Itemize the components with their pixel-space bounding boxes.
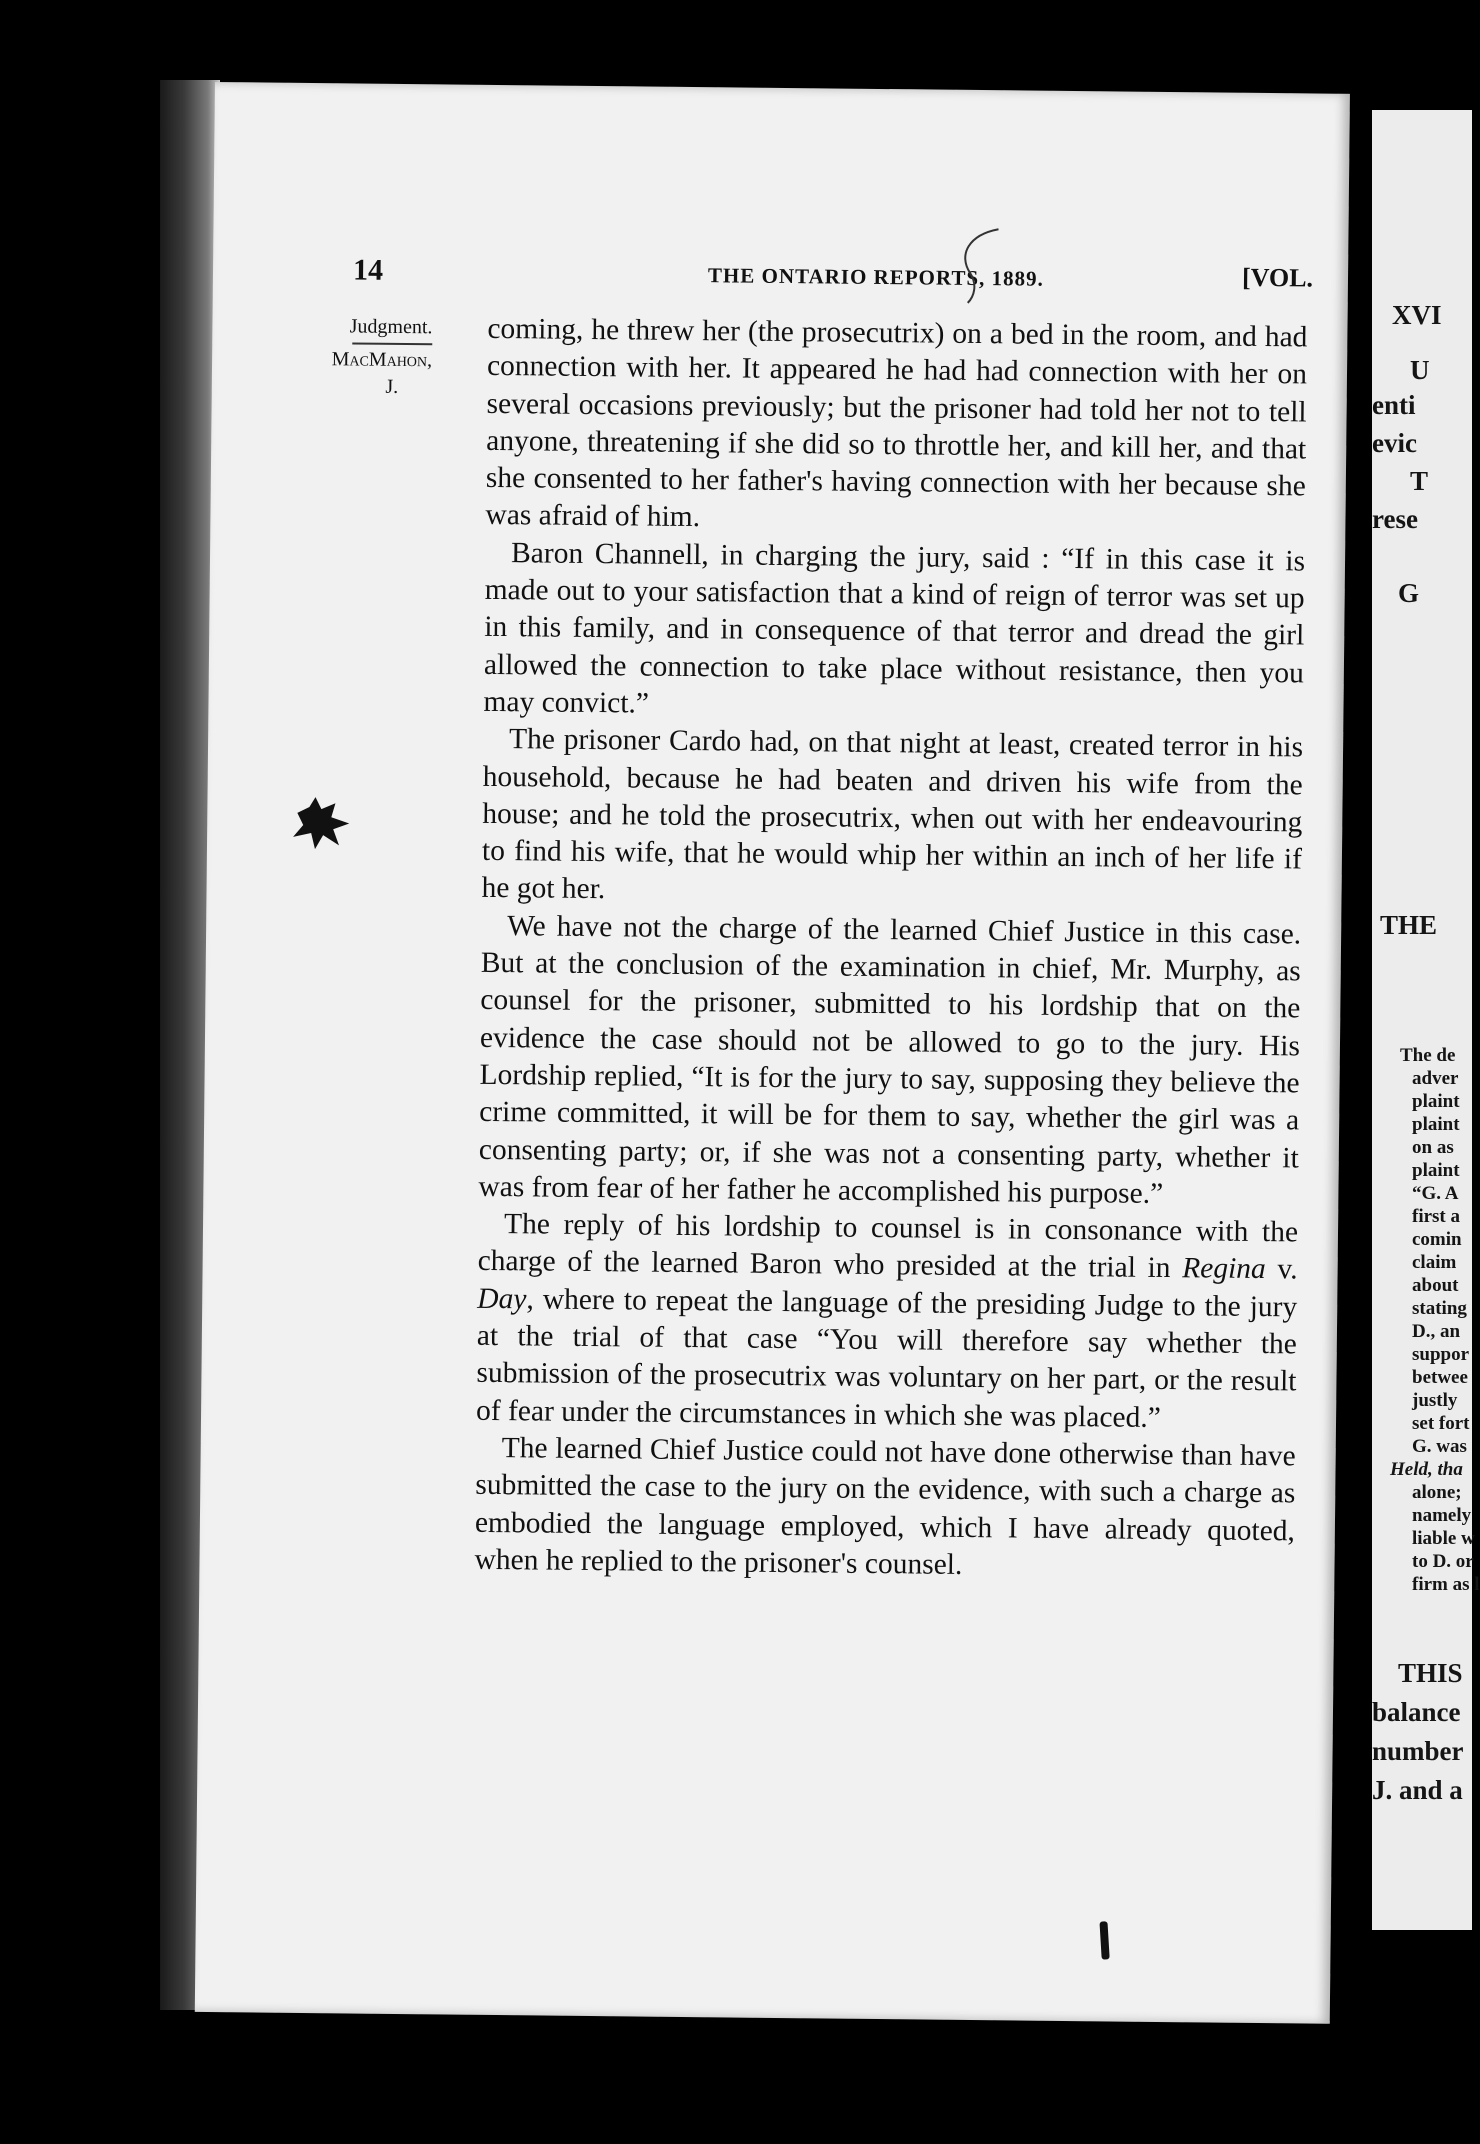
right-headnote-line: first a (1412, 1206, 1461, 1227)
right-line: rese (1372, 504, 1418, 534)
right-headnote-line: set fort (1412, 1413, 1470, 1434)
paragraph-6: The learned Chief Justice could not have done otherwise than have submitted the case to the jury on the evidence, with such a charge as embodied the language employed, which I have already quoted, when he replied to the prisoner's counsel. (474, 1431, 1296, 1581)
right-headnote-line: plaint (1412, 1114, 1460, 1135)
paragraph-5-text-b: , where to repeat the language of the presiding Judge to the jury at the trial of that case “You will therefore say whether the submission of the prosecutrix was voluntary on her part, or the result of fear under the circumstances in which she was placed.” (475, 1283, 1298, 1434)
paragraph-5 (476, 1206, 1298, 1438)
page-number: 14 (352, 253, 384, 287)
judge-name: MacMahon, (331, 348, 433, 372)
right-headnote-line: The de (1400, 1045, 1456, 1066)
case-name-regina: Regina (1182, 1252, 1266, 1286)
margin-rule (352, 342, 432, 345)
right-headnote-line: alone; (1412, 1482, 1462, 1503)
right-headnote-line: betwee (1412, 1367, 1468, 1388)
right-headnote-line: adver (1412, 1068, 1459, 1089)
right-headnote-line: plaint (1412, 1091, 1460, 1112)
right-headnote-line: “G. A (1412, 1183, 1459, 1204)
case-versus: v. (1265, 1253, 1298, 1286)
right-headnote-line: about (1412, 1275, 1459, 1296)
margin-note (312, 313, 433, 401)
page-header (353, 253, 1313, 303)
right-line: enti (1372, 390, 1416, 420)
margin-heading: Judgment. (349, 315, 433, 339)
paragraph-5-text-a: The reply of his lordship to counsel is in consonance with the charge of the learned Baron who presided at the trial in (477, 1208, 1299, 1285)
right-line: T (1410, 466, 1429, 496)
right-headnote-line: G. was (1412, 1436, 1467, 1457)
volume-label: [VOL. (1241, 262, 1314, 293)
right-headnote-line: firm as l (1412, 1574, 1480, 1595)
judge-initial: J. (385, 375, 399, 398)
ink-blot-stain (287, 793, 358, 854)
running-head: THE ONTARIO REPORTS, 1889. (707, 263, 1044, 291)
right-line: number (1372, 1736, 1464, 1766)
right-headnote-line: comin (1412, 1229, 1462, 1250)
right-page-edge (1372, 110, 1480, 1930)
right-line: THIS (1398, 1658, 1463, 1688)
right-headnote-line: namely (1412, 1505, 1472, 1526)
right-headnote-line: plaint (1412, 1160, 1460, 1181)
right-line: balance (1372, 1697, 1461, 1727)
right-headnote-line: D., an (1412, 1321, 1461, 1342)
right-headnote-line: suppor (1412, 1344, 1470, 1365)
right-headnote-line: on as (1412, 1137, 1454, 1158)
judgment-body (474, 311, 1307, 1588)
right-headnote-line: liable w (1412, 1528, 1475, 1549)
right-line: G (1398, 578, 1420, 608)
paragraph-3: The prisoner Cardo had, on that night at least, created terror in his household, because he had beaten and driven his wife from the house; and he told the prosecutrix, when out with her endeavouring to find his wife, that he would whip her within an inch of her life if he got her. (481, 723, 1304, 906)
case-name-day: Day (477, 1282, 527, 1316)
ink-mark (1099, 1921, 1109, 1959)
right-headnote-line: Held, tha (1390, 1459, 1463, 1480)
right-header: XVI (1392, 300, 1442, 330)
paragraph-1: coming, he threw her (the prosecutrix) on a bed in the room, and had connection with her. It appeared he had had connection with her on several occasions previously; but the prisoner had told her not to tell anyone, threatening if she did so to throttle her, and kill her, and that she consented to her father's having connection with her because she was afraid of him. (485, 312, 1308, 534)
right-headnote-line: stating (1412, 1298, 1467, 1319)
left-page (195, 82, 1350, 2024)
paragraph-4: We have not the charge of the learned Chief Justice in this case. But at the conclusion of the examination in chief, Mr. Murphy, as counsel for the prisoner, submitted to his lordship that on the evidence the case should not be allowed to go to the jury. His Lordship replied, “It is for the jury to say, supposing they believe the crime committed, it will be for them to say, whether the girl was a consenting party; or, if she was not a consenting party, whether it was from fear of her father he accomplished his purpose.” (478, 909, 1302, 1210)
right-headnote-line: to D. or (1412, 1551, 1474, 1572)
right-line: evic (1372, 428, 1417, 458)
paragraph-2: Baron Channell, in charging the jury, said : “If in this case it is made out to your satisfaction that a kind of reign of terror was set up in this family, and in consequence of that terror and dread the girl allowed the connection to take place without resistance, then you may convict.” (483, 536, 1306, 720)
right-headnote-line: justly (1412, 1390, 1458, 1411)
right-line: U (1410, 355, 1430, 385)
right-line: J. and a (1372, 1775, 1463, 1805)
right-line: THE (1380, 910, 1438, 940)
right-headnote-line: claim (1412, 1252, 1457, 1273)
pencil-mark (948, 225, 1009, 306)
